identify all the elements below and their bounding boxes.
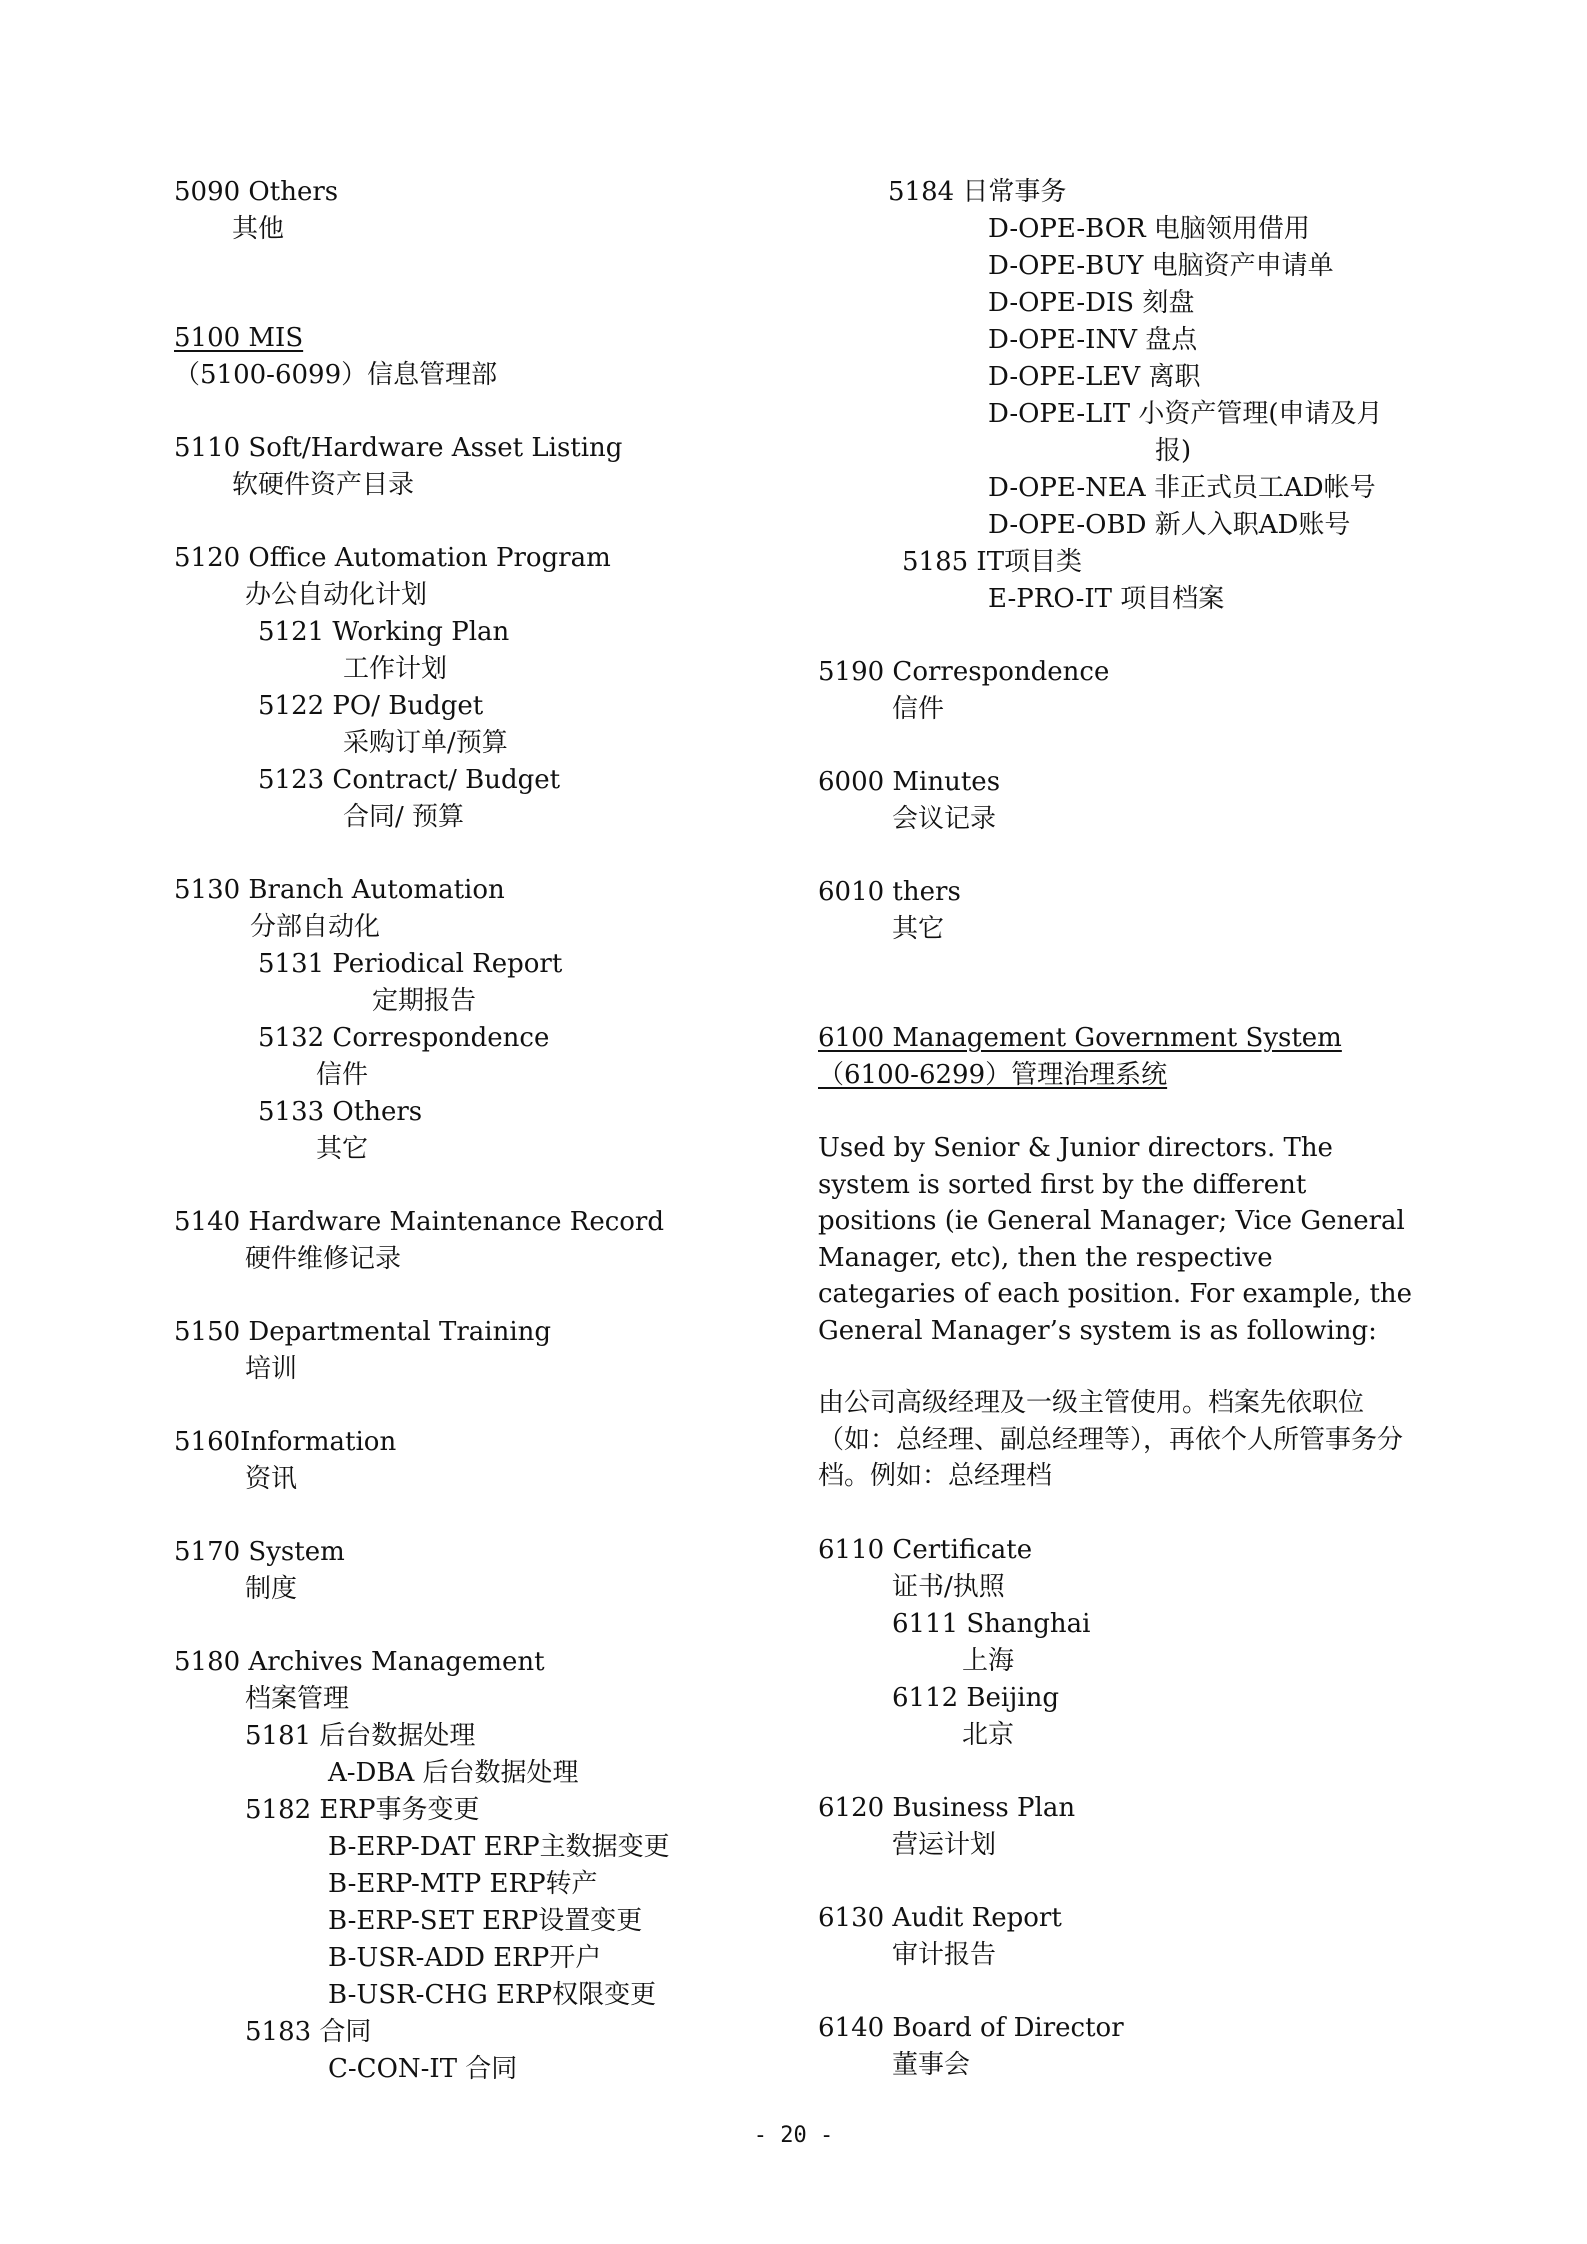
entry-5090-label: 其他 <box>232 214 285 244</box>
entry-5184-sub-buy: D-OPE-BUY 电脑资产申请单 <box>988 251 1334 281</box>
entry-5180-label: 档案管理 <box>245 1684 350 1714</box>
entry-5184-sub-bor: D-OPE-BOR 电脑领用借用 <box>988 214 1310 244</box>
entry-6111-label: 上海 <box>962 1646 1015 1676</box>
entry-5182-sub-set: B-ERP-SET ERP设置变更 <box>328 1906 643 1936</box>
entry-5184-sub-inv: D-OPE-INV 盘点 <box>988 325 1198 355</box>
entry-5160-label: 资讯 <box>245 1464 298 1494</box>
entry-5183-code: 5183 合同 <box>245 2017 372 2047</box>
entry-5150-label: 培训 <box>245 1354 298 1384</box>
section-6100-description-zh: 由公司高级经理及一级主管使用。档案先依职位（如：总经理、副总经理等），再依个人所管事务分档。例如：总经理档 <box>818 1388 1404 1491</box>
entry-6000-label: 会议记录 <box>892 804 997 834</box>
entry-6010-code: 6010 thers <box>818 877 961 907</box>
entry-5185-code: 5185 IT项目类 <box>902 547 1083 577</box>
entry-5184-sub-lit: D-OPE-LIT 小资产管理(申请及月 <box>988 399 1383 429</box>
entry-5183-sub: C-CON-IT 合同 <box>328 2054 518 2084</box>
entry-5132-code: 5132 Correspondence <box>258 1023 550 1053</box>
entry-5170-code: 5170 System <box>174 1537 345 1567</box>
entry-5140-label: 硬件维修记录 <box>245 1244 402 1274</box>
entry-5121-code: 5121 Working Plan <box>258 617 510 647</box>
entry-5182-sub-add: B-USR-ADD ERP开户 <box>328 1943 602 1973</box>
entry-5181-code: 5181 后台数据处理 <box>245 1721 476 1751</box>
entry-5190-code: 5190 Correspondence <box>818 657 1110 687</box>
section-6100-heading: 6100 Management Government System <box>818 1023 1342 1053</box>
entry-5182-code: 5182 ERP事务变更 <box>245 1795 480 1825</box>
entry-5185-sub: E-PRO-IT 项目档案 <box>988 584 1225 614</box>
entry-5184-sub-dis: D-OPE-DIS 刻盘 <box>988 288 1195 318</box>
entry-5121-label: 工作计划 <box>343 654 448 684</box>
entry-5130-code: 5130 Branch Automation <box>174 875 505 905</box>
entry-5184-sub-lit-cont: 报) <box>1155 436 1192 466</box>
entry-5120-label: 办公自动化计划 <box>245 580 428 610</box>
entry-6120-label: 营运计划 <box>892 1830 997 1860</box>
entry-5132-label: 信件 <box>316 1060 369 1090</box>
entry-6111-code: 6111 Shanghai <box>892 1609 1091 1639</box>
entry-5180-code: 5180 Archives Management <box>174 1647 545 1677</box>
entry-5184-sub-lev: D-OPE-LEV 离职 <box>988 362 1201 392</box>
entry-6112-label: 北京 <box>962 1720 1015 1750</box>
entry-5160-code: 5160Information <box>174 1427 397 1457</box>
entry-6010-label: 其它 <box>892 914 945 944</box>
entry-5133-code: 5133 Others <box>258 1097 423 1127</box>
entry-5130-label: 分部自动化 <box>250 912 381 942</box>
entry-5170-label: 制度 <box>245 1574 298 1604</box>
entry-5122-label: 采购订单/预算 <box>343 728 508 758</box>
section-6100-description-en: Used by Senior & Junior directors. The system is sorted first by the different positions (ie General Manager; Vice General Manager, etc), then the respective categaries of each position. For example, the General Manager’s system is as following: <box>818 1133 1413 1346</box>
entry-5184-code: 5184 日常事务 <box>888 177 1067 207</box>
entry-5181-sub: A-DBA 后台数据处理 <box>328 1758 579 1788</box>
entry-6000-code: 6000 Minutes <box>818 767 1001 797</box>
entry-5133-label: 其它 <box>316 1134 369 1164</box>
entry-5190-label: 信件 <box>892 694 945 724</box>
entry-5184-sub-nea: D-OPE-NEA 非正式员工AD帐号 <box>988 473 1376 503</box>
entry-6130-label: 审计报告 <box>892 1940 997 1970</box>
entry-5110-code: 5110 Soft/Hardware Asset Listing <box>174 433 623 463</box>
entry-5122-code: 5122 PO/ Budget <box>258 691 484 721</box>
entry-5182-sub-dat: B-ERP-DAT ERP主数据变更 <box>328 1832 670 1862</box>
entry-5123-label: 合同/ 预算 <box>343 802 465 832</box>
page-number: - 20 - <box>753 2123 834 2148</box>
entry-5110-label: 软硬件资产目录 <box>232 470 415 500</box>
entry-6120-code: 6120 Business Plan <box>818 1793 1076 1823</box>
entry-5150-code: 5150 Departmental Training <box>174 1317 552 1347</box>
entry-5182-sub-mtp: B-ERP-MTP ERP转产 <box>328 1869 598 1899</box>
entry-6110-code: 6110 Certificate <box>818 1535 1033 1565</box>
entry-6130-code: 6130 Audit Report <box>818 1903 1062 1933</box>
entry-6140-label: 董事会 <box>892 2050 971 2080</box>
entry-5140-code: 5140 Hardware Maintenance Record <box>174 1207 664 1237</box>
entry-5184-sub-obd: D-OPE-OBD 新人入职AD账号 <box>988 510 1351 540</box>
entry-6112-code: 6112 Beijing <box>892 1683 1060 1713</box>
entry-6140-code: 6140 Board of Director <box>818 2013 1124 2043</box>
section-6100-range: （6100-6299）管理治理系统 <box>818 1060 1168 1090</box>
entry-5090-code: 5090 Others <box>174 177 339 207</box>
entry-5131-code: 5131 Periodical Report <box>258 949 563 979</box>
entry-5182-sub-chg: B-USR-CHG ERP权限变更 <box>328 1980 657 2010</box>
section-5100-heading: 5100 MIS <box>174 323 304 353</box>
section-5100-range: （5100-6099）信息管理部 <box>174 360 498 390</box>
entry-5131-label: 定期报告 <box>372 986 477 1016</box>
entry-5120-code: 5120 Office Automation Program <box>174 543 611 573</box>
entry-6110-label: 证书/执照 <box>892 1572 1005 1602</box>
entry-5123-code: 5123 Contract/ Budget <box>258 765 561 795</box>
